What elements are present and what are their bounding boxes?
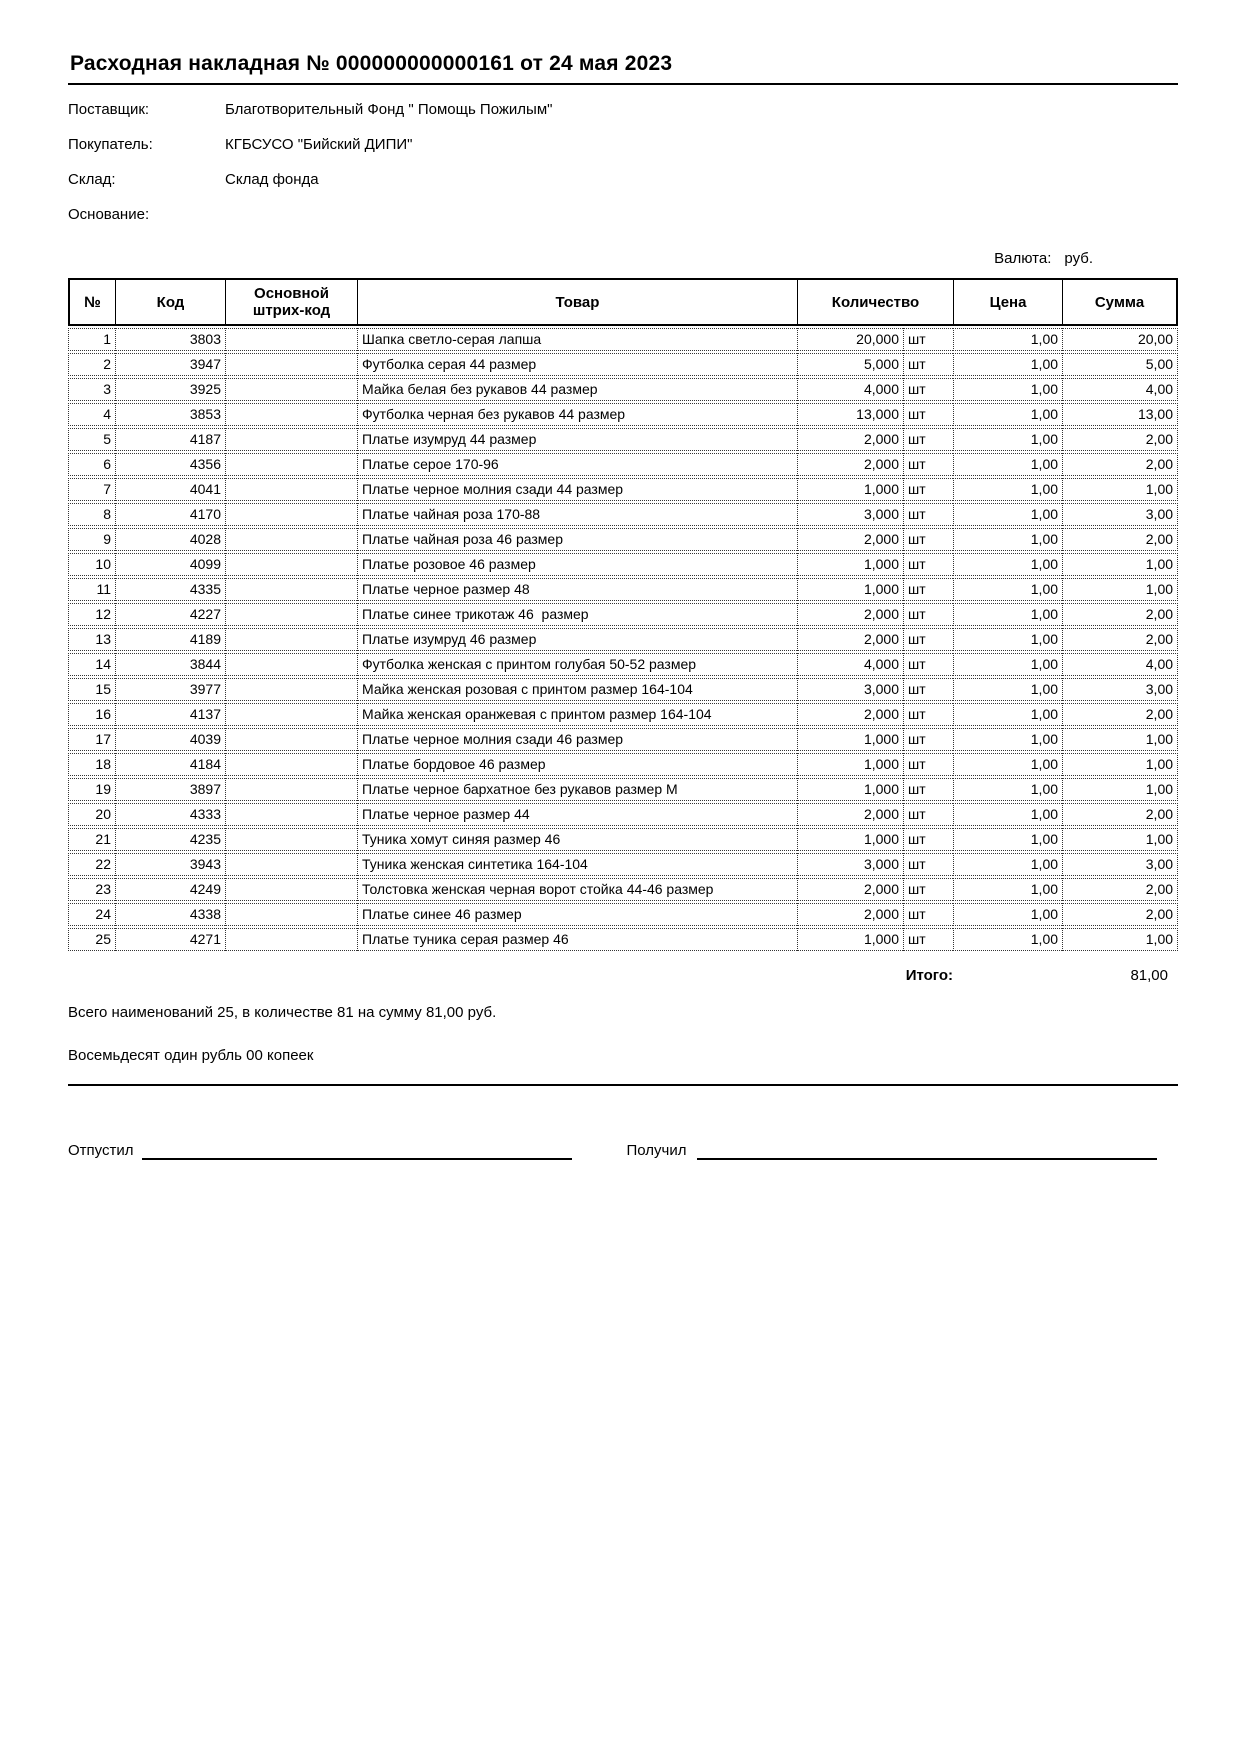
- row-sum-cell: 2,00: [1062, 803, 1178, 826]
- row-code-cell: 4227: [115, 603, 225, 626]
- row-product-cell: Майка женская розовая с принтом размер 164-104: [357, 678, 797, 701]
- field-warehouse-value: Склад фонда: [225, 171, 319, 188]
- row-product-cell: Футболка черная без рукавов 44 размер: [357, 403, 797, 426]
- row-sum-cell: 4,00: [1062, 378, 1178, 401]
- row-num-cell: 1: [68, 328, 115, 351]
- row-num-cell: 10: [68, 553, 115, 576]
- header-sum: Сумма: [1062, 278, 1178, 326]
- row-sum-cell: 2,00: [1062, 528, 1178, 551]
- row-code-cell: 4041: [115, 478, 225, 501]
- row-sum-cell: 1,00: [1062, 478, 1178, 501]
- row-price-cell: 1,00: [953, 828, 1062, 851]
- totals-value: 81,00: [1130, 967, 1168, 984]
- row-qty-cell: 2,000: [797, 903, 903, 926]
- row-num-cell: 11: [68, 578, 115, 601]
- currency-value: руб.: [1064, 250, 1093, 267]
- table-row: [68, 803, 1178, 826]
- row-barcode-cell: [225, 328, 357, 351]
- row-sum-cell: 2,00: [1062, 878, 1178, 901]
- row-num-cell: 5: [68, 428, 115, 451]
- row-unit-cell: шт: [903, 503, 953, 526]
- field-buyer: [68, 136, 1178, 154]
- row-sum-cell: 1,00: [1062, 828, 1178, 851]
- row-sum-cell: 1,00: [1062, 553, 1178, 576]
- row-price-cell: 1,00: [953, 928, 1062, 951]
- row-unit-cell: шт: [903, 828, 953, 851]
- table-row: [68, 353, 1178, 376]
- row-num-cell: 15: [68, 678, 115, 701]
- row-price-cell: 1,00: [953, 328, 1062, 351]
- row-unit-cell: шт: [903, 928, 953, 951]
- totals-label: Итого:: [905, 967, 953, 984]
- row-code-cell: 3977: [115, 678, 225, 701]
- row-barcode-cell: [225, 828, 357, 851]
- field-supplier: [68, 101, 1178, 119]
- field-basis-label: Основание:: [68, 206, 150, 223]
- row-code-cell: 3853: [115, 403, 225, 426]
- table-row: [68, 553, 1178, 576]
- row-barcode-cell: [225, 878, 357, 901]
- row-barcode-cell: [225, 503, 357, 526]
- header-code: Код: [115, 278, 225, 326]
- table-row: [68, 778, 1178, 801]
- row-price-cell: 1,00: [953, 453, 1062, 476]
- items-table: [68, 276, 1178, 953]
- row-sum-cell: 2,00: [1062, 603, 1178, 626]
- row-product-cell: Платье чайная роза 46 размер: [357, 528, 797, 551]
- row-qty-cell: 2,000: [797, 703, 903, 726]
- table-row: [68, 478, 1178, 501]
- row-num-cell: 24: [68, 903, 115, 926]
- row-unit-cell: шт: [903, 553, 953, 576]
- row-sum-cell: 4,00: [1062, 653, 1178, 676]
- row-code-cell: 4184: [115, 753, 225, 776]
- row-sum-cell: 1,00: [1062, 928, 1178, 951]
- header-fields: [68, 101, 1178, 224]
- row-code-cell: 4137: [115, 703, 225, 726]
- row-barcode-cell: [225, 428, 357, 451]
- table-row: [68, 378, 1178, 401]
- row-barcode-cell: [225, 478, 357, 501]
- row-sum-cell: 2,00: [1062, 703, 1178, 726]
- row-barcode-cell: [225, 803, 357, 826]
- row-price-cell: 1,00: [953, 528, 1062, 551]
- row-code-cell: 4249: [115, 878, 225, 901]
- row-barcode-cell: [225, 628, 357, 651]
- header-price: Цена: [953, 278, 1062, 326]
- row-barcode-cell: [225, 928, 357, 951]
- released-signature-line: [142, 1138, 572, 1160]
- row-sum-cell: 1,00: [1062, 753, 1178, 776]
- row-num-cell: 6: [68, 453, 115, 476]
- row-price-cell: 1,00: [953, 353, 1062, 376]
- row-qty-cell: 3,000: [797, 853, 903, 876]
- row-product-cell: Платье черное размер 48: [357, 578, 797, 601]
- row-barcode-cell: [225, 453, 357, 476]
- row-unit-cell: шт: [903, 578, 953, 601]
- field-supplier-value: Благотворительный Фонд " Помощь Пожилым": [225, 101, 553, 118]
- row-barcode-cell: [225, 653, 357, 676]
- row-price-cell: 1,00: [953, 903, 1062, 926]
- row-num-cell: 25: [68, 928, 115, 951]
- items-table-header: [68, 278, 1178, 326]
- table-row: [68, 728, 1178, 751]
- row-price-cell: 1,00: [953, 728, 1062, 751]
- totals-row: [68, 967, 1178, 984]
- row-num-cell: 3: [68, 378, 115, 401]
- row-code-cell: 3844: [115, 653, 225, 676]
- row-barcode-cell: [225, 778, 357, 801]
- row-barcode-cell: [225, 703, 357, 726]
- field-supplier-label: Поставщик:: [68, 101, 150, 118]
- table-row: [68, 853, 1178, 876]
- row-unit-cell: шт: [903, 603, 953, 626]
- row-code-cell: 4356: [115, 453, 225, 476]
- released-label: Отпустил: [68, 1142, 134, 1159]
- row-unit-cell: шт: [903, 528, 953, 551]
- row-qty-cell: 2,000: [797, 453, 903, 476]
- row-qty-cell: 2,000: [797, 428, 903, 451]
- row-product-cell: Шапка светло-серая лапша: [357, 328, 797, 351]
- row-barcode-cell: [225, 528, 357, 551]
- table-row: [68, 578, 1178, 601]
- table-row: [68, 903, 1178, 926]
- row-product-cell: Платье изумруд 44 размер: [357, 428, 797, 451]
- row-product-cell: Платье синее 46 размер: [357, 903, 797, 926]
- summary-line: Всего наименований 25, в количестве 81 на сумму 81,00 руб.: [68, 1004, 497, 1021]
- row-qty-cell: 2,000: [797, 803, 903, 826]
- row-num-cell: 23: [68, 878, 115, 901]
- bottom-divider: [68, 1084, 1178, 1086]
- row-num-cell: 16: [68, 703, 115, 726]
- row-barcode-cell: [225, 678, 357, 701]
- row-unit-cell: шт: [903, 703, 953, 726]
- table-row: [68, 503, 1178, 526]
- row-unit-cell: шт: [903, 678, 953, 701]
- row-barcode-cell: [225, 553, 357, 576]
- row-code-cell: 3925: [115, 378, 225, 401]
- row-num-cell: 12: [68, 603, 115, 626]
- row-product-cell: Платье синее трикотаж 46 размер: [357, 603, 797, 626]
- row-code-cell: 4235: [115, 828, 225, 851]
- row-num-cell: 19: [68, 778, 115, 801]
- row-unit-cell: шт: [903, 653, 953, 676]
- row-qty-cell: 1,000: [797, 828, 903, 851]
- row-unit-cell: шт: [903, 753, 953, 776]
- row-product-cell: Платье черное бархатное без рукавов размер М: [357, 778, 797, 801]
- row-code-cell: 4039: [115, 728, 225, 751]
- row-price-cell: 1,00: [953, 753, 1062, 776]
- row-unit-cell: шт: [903, 453, 953, 476]
- row-barcode-cell: [225, 378, 357, 401]
- row-price-cell: 1,00: [953, 778, 1062, 801]
- row-qty-cell: 1,000: [797, 553, 903, 576]
- field-buyer-label: Покупатель:: [68, 136, 153, 153]
- row-qty-cell: 2,000: [797, 528, 903, 551]
- row-unit-cell: шт: [903, 778, 953, 801]
- row-qty-cell: 2,000: [797, 878, 903, 901]
- row-code-cell: 4170: [115, 503, 225, 526]
- row-product-cell: Платье чайная роза 170-88: [357, 503, 797, 526]
- row-product-cell: Платье изумруд 46 размер: [357, 628, 797, 651]
- row-price-cell: 1,00: [953, 653, 1062, 676]
- row-qty-cell: 20,000: [797, 328, 903, 351]
- row-product-cell: Платье серое 170-96: [357, 453, 797, 476]
- row-barcode-cell: [225, 578, 357, 601]
- row-code-cell: 4187: [115, 428, 225, 451]
- row-unit-cell: шт: [903, 428, 953, 451]
- amount-in-words: Восемьдесят один рубль 00 копеек: [68, 1047, 314, 1064]
- row-sum-cell: 20,00: [1062, 328, 1178, 351]
- table-row: [68, 528, 1178, 551]
- row-barcode-cell: [225, 728, 357, 751]
- table-row: [68, 678, 1178, 701]
- row-qty-cell: 2,000: [797, 603, 903, 626]
- table-row: [68, 603, 1178, 626]
- field-basis: [68, 206, 1178, 224]
- row-product-cell: Платье черное размер 44: [357, 803, 797, 826]
- row-unit-cell: шт: [903, 403, 953, 426]
- row-num-cell: 9: [68, 528, 115, 551]
- header-barcode: Основной штрих-код: [225, 278, 357, 326]
- row-code-cell: 4271: [115, 928, 225, 951]
- row-barcode-cell: [225, 603, 357, 626]
- row-unit-cell: шт: [903, 353, 953, 376]
- row-product-cell: Майка белая без рукавов 44 размер: [357, 378, 797, 401]
- row-code-cell: 3897: [115, 778, 225, 801]
- row-product-cell: Платье туника серая размер 46: [357, 928, 797, 951]
- row-product-cell: Платье черное молния сзади 46 размер: [357, 728, 797, 751]
- row-price-cell: 1,00: [953, 378, 1062, 401]
- row-code-cell: 4189: [115, 628, 225, 651]
- row-sum-cell: 3,00: [1062, 678, 1178, 701]
- row-sum-cell: 5,00: [1062, 353, 1178, 376]
- row-sum-cell: 3,00: [1062, 503, 1178, 526]
- row-barcode-cell: [225, 853, 357, 876]
- row-product-cell: Туника женская синтетика 164-104: [357, 853, 797, 876]
- row-product-cell: Толстовка женская черная ворот стойка 44-46 размер: [357, 878, 797, 901]
- row-price-cell: 1,00: [953, 578, 1062, 601]
- row-code-cell: 4099: [115, 553, 225, 576]
- row-sum-cell: 3,00: [1062, 853, 1178, 876]
- table-row: [68, 828, 1178, 851]
- header-number: №: [68, 278, 115, 326]
- row-qty-cell: 1,000: [797, 478, 903, 501]
- row-price-cell: 1,00: [953, 503, 1062, 526]
- row-price-cell: 1,00: [953, 803, 1062, 826]
- row-product-cell: Платье черное молния сзади 44 размер: [357, 478, 797, 501]
- row-qty-cell: 13,000: [797, 403, 903, 426]
- row-num-cell: 7: [68, 478, 115, 501]
- row-qty-cell: 1,000: [797, 753, 903, 776]
- table-row: [68, 453, 1178, 476]
- row-num-cell: 17: [68, 728, 115, 751]
- row-sum-cell: 2,00: [1062, 628, 1178, 651]
- row-num-cell: 21: [68, 828, 115, 851]
- row-qty-cell: 1,000: [797, 928, 903, 951]
- row-qty-cell: 1,000: [797, 578, 903, 601]
- table-row: [68, 753, 1178, 776]
- header-product: Товар: [357, 278, 797, 326]
- table-row: [68, 628, 1178, 651]
- row-qty-cell: 3,000: [797, 678, 903, 701]
- row-code-cell: 3947: [115, 353, 225, 376]
- currency-line: [68, 250, 1178, 267]
- row-unit-cell: шт: [903, 628, 953, 651]
- row-price-cell: 1,00: [953, 703, 1062, 726]
- row-code-cell: 4338: [115, 903, 225, 926]
- table-row: [68, 328, 1178, 351]
- row-num-cell: 4: [68, 403, 115, 426]
- row-code-cell: 3803: [115, 328, 225, 351]
- row-price-cell: 1,00: [953, 628, 1062, 651]
- row-qty-cell: 2,000: [797, 628, 903, 651]
- row-qty-cell: 4,000: [797, 653, 903, 676]
- row-code-cell: 4335: [115, 578, 225, 601]
- signatures-row: [68, 1138, 1178, 1160]
- row-code-cell: 4333: [115, 803, 225, 826]
- row-product-cell: Майка женская оранжевая с принтом размер 164-104: [357, 703, 797, 726]
- row-barcode-cell: [225, 753, 357, 776]
- row-qty-cell: 4,000: [797, 378, 903, 401]
- currency-label: Валюта:: [994, 250, 1052, 267]
- header-quantity: Количество: [797, 278, 953, 326]
- row-product-cell: Футболка серая 44 размер: [357, 353, 797, 376]
- page-title: Расходная накладная № 000000000000161 от 24 мая 2023: [68, 52, 1178, 85]
- row-qty-cell: 5,000: [797, 353, 903, 376]
- row-product-cell: Футболка женская с принтом голубая 50-52 размер: [357, 653, 797, 676]
- row-sum-cell: 2,00: [1062, 903, 1178, 926]
- row-price-cell: 1,00: [953, 553, 1062, 576]
- table-row: [68, 703, 1178, 726]
- row-sum-cell: 1,00: [1062, 728, 1178, 751]
- table-row: [68, 428, 1178, 451]
- row-unit-cell: шт: [903, 328, 953, 351]
- row-qty-cell: 1,000: [797, 778, 903, 801]
- row-qty-cell: 3,000: [797, 503, 903, 526]
- row-price-cell: 1,00: [953, 478, 1062, 501]
- row-sum-cell: 1,00: [1062, 578, 1178, 601]
- row-product-cell: Туника хомут синяя размер 46: [357, 828, 797, 851]
- row-price-cell: 1,00: [953, 428, 1062, 451]
- row-product-cell: Платье розовое 46 размер: [357, 553, 797, 576]
- row-price-cell: 1,00: [953, 678, 1062, 701]
- row-num-cell: 14: [68, 653, 115, 676]
- row-unit-cell: шт: [903, 903, 953, 926]
- table-row: [68, 928, 1178, 951]
- row-unit-cell: шт: [903, 803, 953, 826]
- row-price-cell: 1,00: [953, 878, 1062, 901]
- row-barcode-cell: [225, 353, 357, 376]
- row-num-cell: 18: [68, 753, 115, 776]
- row-num-cell: 20: [68, 803, 115, 826]
- field-buyer-value: КГБСУСО "Бийский ДИПИ": [225, 136, 413, 153]
- row-num-cell: 13: [68, 628, 115, 651]
- row-num-cell: 2: [68, 353, 115, 376]
- row-code-cell: 3943: [115, 853, 225, 876]
- row-barcode-cell: [225, 903, 357, 926]
- items-table-body: [68, 328, 1178, 951]
- table-row: [68, 403, 1178, 426]
- row-num-cell: 22: [68, 853, 115, 876]
- row-sum-cell: 2,00: [1062, 453, 1178, 476]
- table-row: [68, 878, 1178, 901]
- row-price-cell: 1,00: [953, 403, 1062, 426]
- row-price-cell: 1,00: [953, 603, 1062, 626]
- row-sum-cell: 1,00: [1062, 778, 1178, 801]
- row-unit-cell: шт: [903, 728, 953, 751]
- row-unit-cell: шт: [903, 478, 953, 501]
- field-warehouse-label: Склад:: [68, 171, 116, 188]
- field-warehouse: [68, 171, 1178, 189]
- row-unit-cell: шт: [903, 378, 953, 401]
- row-price-cell: 1,00: [953, 853, 1062, 876]
- row-sum-cell: 2,00: [1062, 428, 1178, 451]
- row-unit-cell: шт: [903, 853, 953, 876]
- received-label: Получил: [626, 1142, 687, 1159]
- row-qty-cell: 1,000: [797, 728, 903, 751]
- row-num-cell: 8: [68, 503, 115, 526]
- received-signature-line: [697, 1138, 1157, 1160]
- row-code-cell: 4028: [115, 528, 225, 551]
- row-product-cell: Платье бордовое 46 размер: [357, 753, 797, 776]
- table-row: [68, 653, 1178, 676]
- row-unit-cell: шт: [903, 878, 953, 901]
- row-sum-cell: 13,00: [1062, 403, 1178, 426]
- row-barcode-cell: [225, 403, 357, 426]
